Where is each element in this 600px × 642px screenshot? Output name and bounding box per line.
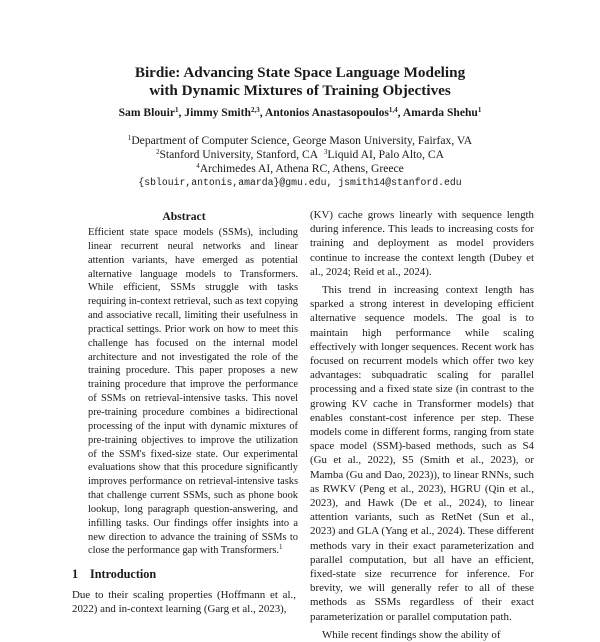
affiliation: $^4$Archimedes AI, Athena RC, Athens, Greece <box>196 162 404 175</box>
intro-paragraph: While recent findings show the ability of <box>322 628 501 641</box>
author: Antonios Anastasopoulos$^{1,4}$ <box>264 106 398 119</box>
intro-paragraph: This trend in increasing context length has sparked a strong interest in developing efficient alternative sequence models. The goal is to maintain high performance while scaling effectively with longer sequences. Recent work has focused on recurrent models which offer two key advantages: subquadratic scaling for parallel processing and a fixed state size (in contrast to the growing KV cache in Transformer models) that enables constant-cost inference per step. These models come in different forms, ranging from state space model (SSM)-based methods, such as S4 (Gu et al., 2022), S5 (Smith et al., 2023), or Mamba (Gu and Dao, 2023)), to linear RNNs, such as RWKV (Peng et al., 2023), HGRU (Qin et al., 2023), and Hawk (De et al., 2024), to linear attention variants, such as RetNet (Sun et al., 2023) and GLA (Yang et al., 2024). These different methods vary in their exact parameterization and parallel computation, but all have an efficient, fixed-state size recurrence for inference. For brevity, we will generally refer to all of these methods as SSMs regardless of their exact parameterization or parallel computation path. <box>310 284 534 623</box>
author-list: Sam Blouir$^1$, Jimmy Smith$^{2,3}$, Antonios Anastasopoulos$^{1,4}$, Amarda Shehu$^1$ <box>118 106 482 119</box>
author: Jimmy Smith$^{2,3}$ <box>184 106 260 119</box>
affiliation: $^1$Department of Computer Science, George Mason University, Fairfax, VA <box>127 134 473 147</box>
right-column <box>310 208 534 642</box>
title-line-2: with Dynamic Mixtures of Training Objectives <box>149 82 451 99</box>
intro-paragraph: (KV) cache grows linearly with sequence length during inference. This leads to increasing costs for training and deployment as model providers continue to increase the context length (Dubey et al., 2024; Reid et al., 2024). <box>310 209 534 278</box>
footnote-mark: 1 <box>279 543 283 552</box>
left-column <box>72 210 296 617</box>
intro-paragraph: Due to their scaling properties (Hoffmann et al., 2022) and in-context learning (Garg et al., 2023), <box>72 589 296 616</box>
paper-title <box>0 64 600 100</box>
abstract-text: Efficient state space models (SSMs), including linear recurrent neural networks and linear attention variants, have emerged as potential alternative language models to Transformers. While efficient, SSMs struggle with tasks requiring in-context retrieval, such as text copying and associative recall, limiting their usefulness in practical settings. Prior work on how to meet this challenge has focused on the internal model architecture and not investigated the role of the training procedure. This paper proposes a new training procedure that improve the performance of SSMs on retrieval-intensive tasks. This novel pre-training procedure combines a bidirectional processing of the input with dynamic mixtures of pre-training objectives to improve the utilization of the SSM's fixed-size state. Our experimental evaluations show that this procedure significantly improves performance on retrieval-intensive tasks that challenge current SSMs, such as phone book lookup, long paragraph question-answering, and infilling tasks. Our findings offer insights into a new direction to advance the training of SSMs to close the performance gap with Transformers.$^1$ <box>88 227 298 557</box>
abstract-heading: Abstract <box>162 210 206 223</box>
section-title: Introduction <box>90 567 157 582</box>
author: Amarda Shehu$^1$ <box>402 106 482 119</box>
affiliations <box>0 134 600 190</box>
author-emails: {sblouir,antonis,amarda}@gmu.edu, jsmith14@stanford.edu <box>138 177 462 188</box>
section-number: 1 <box>72 567 79 582</box>
section-heading-introduction <box>72 567 296 582</box>
author: Sam Blouir$^1$ <box>118 106 179 119</box>
affiliation: $^2$Stanford University, Stanford, CA $^3$Liquid AI, Palo Alto, CA <box>155 148 445 161</box>
title-line-1: Birdie: Advancing State Space Language Modeling <box>134 64 466 81</box>
